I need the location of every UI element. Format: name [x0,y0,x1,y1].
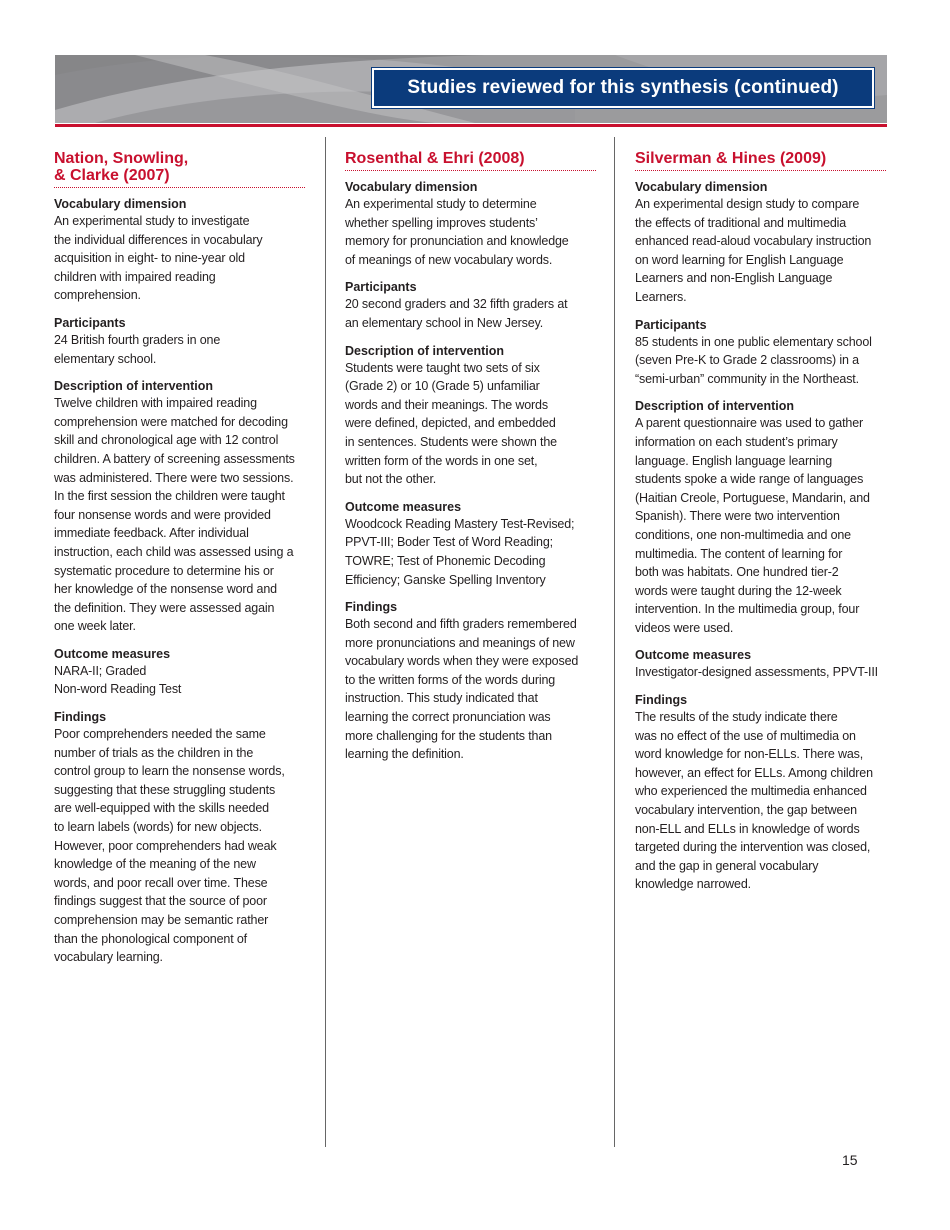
section-vocabulary-dimension [54,196,305,305]
section-participants [54,315,305,368]
section-heading: Vocabulary dimension [54,197,187,211]
section-text: NARA-II; Graded Non-word Reading Test [54,663,182,697]
section-findings [635,692,886,894]
section-outcome-measures [54,646,305,699]
section-description-of-intervention [54,378,305,636]
section-heading: Findings [54,710,107,725]
study-title [635,150,886,171]
section-heading: Outcome measures [345,499,462,514]
section-heading: Findings [635,693,688,708]
section-text: Investigator-designed assessments, PPVT-III [635,665,878,680]
section-text: The results of the study indicate there was no effect of the use of multimedia on word knowledge for non-ELLs. There was, however, an effect for ELLs. Among children who experienced the multimedia enhanced vocabulary intervention, the gap between non-ELL and ELLs in knowledge of words targeted during the intervention was closed, and the gap in general vocabulary knowledge narrowed. [635,710,873,892]
section-outcome-measures [345,499,596,589]
section-text: 24 British fourth graders in one elementary school. [54,332,221,366]
study-title-line: & Clarke (2007) [54,167,170,184]
section-heading: Outcome measures [635,648,752,663]
section-title-box [372,68,874,108]
section-heading: Outcome measures [54,646,171,661]
section-description-of-intervention [345,343,596,489]
section-heading: Description of intervention [345,343,505,358]
section-heading: Vocabulary dimension [635,180,768,194]
column-divider [614,137,615,1147]
section-text: Woodcock Reading Mastery Test-Revised; PPVT-III; Boder Test of Word Reading; TOWRE; Test of Phonemic Decoding Efficiency; Ganske Spelling Inventory [345,516,575,587]
section-heading: Participants [635,317,707,332]
section-findings [345,599,596,764]
section-text: 85 students in one public elementary school (seven Pre-K to Grade 2 classrooms) in a “semi-urban” community in the Northeast. [635,334,872,386]
section-text: Both second and fifth graders remembered more pronunciations and meanings of new vocabulary words when they were exposed to the written forms of the words during instruction. This study indicated that learning the correct pronunciation was more challenging for the students than learning the definition. [345,617,579,762]
section-text: Twelve children with impaired reading comprehension were matched for decoding skill and chronological age with 12 control children. A battery of screening assessments was administered. There were two sessions. In the first session the children were taught four nonsense words and were provided immediate feedback. After individual instruction, each child was assessed using a systematic procedure to determine his or her knowledge of the nonsense word and the definition. They were assessed again one week later. [54,396,295,634]
section-heading: Findings [345,600,398,615]
section-outcome-measures [635,647,886,682]
section-title: Studies reviewed for this synthesis (continued) [407,77,839,98]
section-text: 20 second graders and 32 fifth graders at an elementary school in New Jersey. [345,297,568,330]
section-text: An experimental design study to compare the effects of traditional and multimedia enhanced read-aloud vocabulary instruction on word learning for English Language Learners and non-English Language Learners. [635,197,872,304]
study-column-nation [54,150,305,967]
study-column-rosenthal [345,150,596,764]
page-number: 15 [842,1152,858,1168]
section-vocabulary-dimension [345,179,596,269]
study-title-line: Silverman & Hines (2009) [635,150,827,167]
section-text: Poor comprehenders needed the same number of trials as the children in the control group to learn the nonsense words, suggesting that these struggling students are well-equipped with the skills needed to learn labels (words) for new objects. However, poor comprehenders had weak knowledge of the meaning of the new words, and poor recall over time. These findings suggest that the source of poor comprehension may be semantic rather than the phonological component of vocabulary learning. [54,727,285,965]
section-participants [345,279,596,332]
section-text: A parent questionnaire was used to gather information on each student’s primary language. English language learning students spoke a wide range of languages (Haitian Creole, Portuguese, Mandarin, and Spanish). There were two intervention conditions, one non-multimedia and one multimedia. The content of learning for both was habitats. One hundred tier-2 words were taught during the 12-week intervention. In the multimedia group, four videos were used. [635,416,870,635]
section-heading: Participants [345,280,417,295]
section-text: An experimental study to determine whether spelling improves students’ memory for pronunciation and knowledge of meanings of new vocabulary words. [345,197,569,267]
header-rule [55,124,887,127]
section-heading: Participants [54,315,126,330]
section-text: An experimental study to investigate the individual differences in vocabulary acquisition in eight- to nine-year old children with impaired reading comprehension. [54,214,263,303]
study-title-line: Nation, Snowling, [54,150,189,167]
section-heading: Vocabulary dimension [345,180,478,194]
study-title [345,150,596,171]
column-divider [325,137,326,1147]
section-participants [635,317,886,389]
section-vocabulary-dimension [635,179,886,307]
section-heading: Description of intervention [54,379,214,394]
study-title [54,150,305,188]
section-heading: Description of intervention [635,399,795,414]
study-title-line: Rosenthal & Ehri (2008) [345,150,525,167]
section-text: Students were taught two sets of six (Grade 2) or 10 (Grade 5) unfamiliar words and their meanings. The words were defined, depicted, and embedded in sentences. Students were shown the written form of the words in one set, but not the other. [345,360,557,487]
section-findings [54,709,305,967]
section-description-of-intervention [635,398,886,637]
study-column-silverman [635,150,886,894]
